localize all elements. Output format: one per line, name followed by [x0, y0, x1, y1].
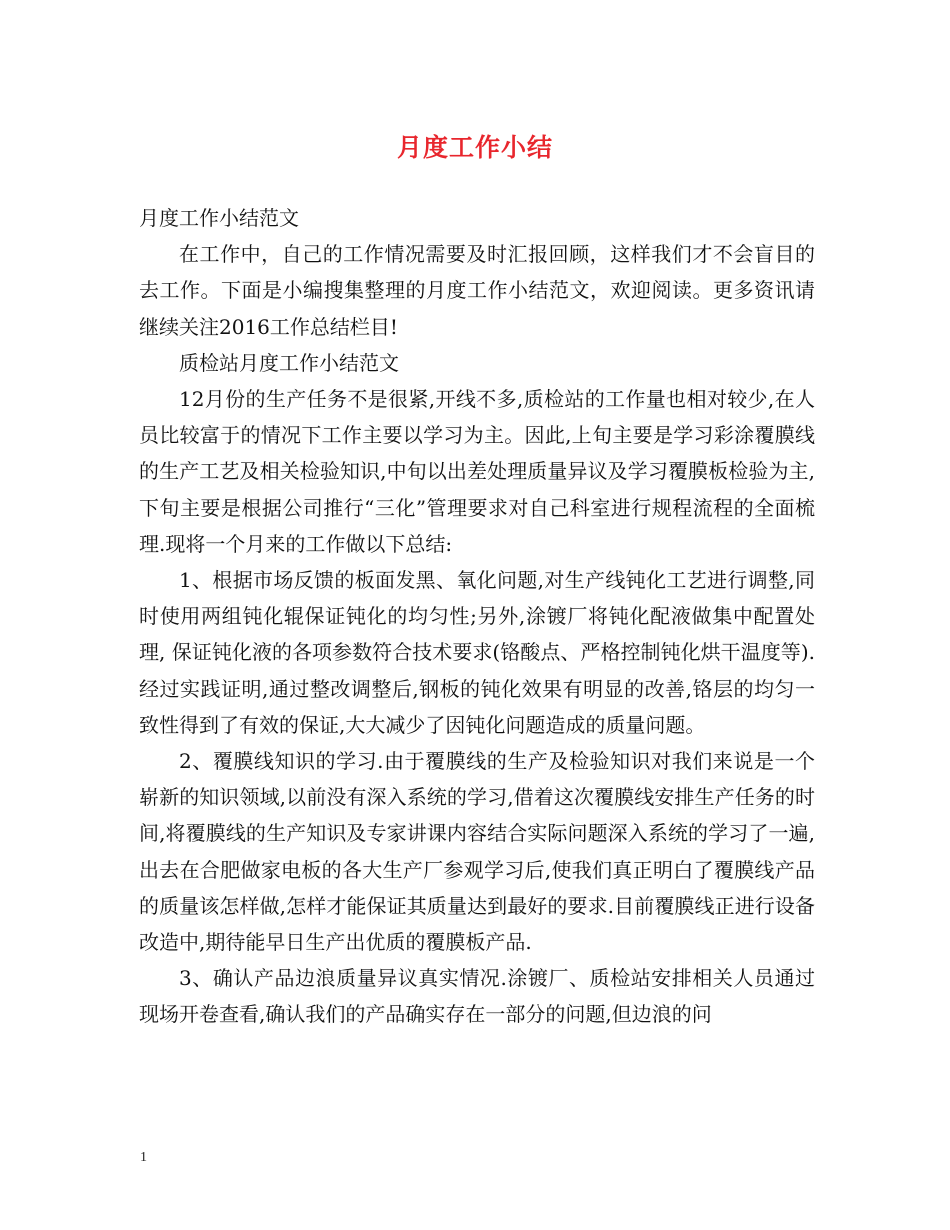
subsection-heading: 质检站月度工作小结范文 [179, 350, 399, 375]
body-paragraph: 1、根据市场反馈的板面发黑、氧化问题,对生产线钝化工艺进行调整,同时使用两组钝化辊保证钝化的均匀性;另外,涂镀厂将钝化配液做集中配置处理, 保证钝化液的各项参数符合技术要求(铬酸点、严格控制钝化烘干温度等).经过实践证明,通过整改调整后,钢板的钝化效果有明显的改善,铬层的均匀一致性得到了有效的保证,大大减少了因钝化问题造成的质量问题。 [139, 568, 815, 737]
document-title: 月度工作小结 [396, 133, 553, 162]
page-number: 1 [140, 1150, 147, 1165]
section-heading: 月度工作小结范文 [139, 206, 299, 230]
document-body [139, 200, 815, 1033]
body-paragraph: 12月份的生产任务不是很紧,开线不多,质检站的工作量也相对较少,在人员比较富于的情况下工作主要以学习为主。因此,上旬主要是学习彩涂覆膜线的生产工艺及相关检验知识,中旬以出差处理质量异议及学习覆膜板检验为主,下旬主要是根据公司推行“三化”管理要求对自己科室进行规程流程的全面梳理.现将一个月来的工作做以下总结: [139, 387, 815, 556]
intro-paragraph: 在工作中，自己的工作情况需要及时汇报回顾，这样我们才不会盲目的去工作。下面是小编搜集整理的月度工作小结范文，欢迎阅读。更多资讯请继续关注2016工作总结栏目! [139, 242, 815, 339]
body-paragraph: 3、确认产品边浪质量异议真实情况.涂镀厂、质检站安排相关人员通过现场开卷查看,确认我们的产品确实存在一部分的问题,但边浪的问 [139, 966, 815, 1027]
body-paragraph: 2、覆膜线知识的学习.由于覆膜线的生产及检验知识对我们来说是一个崭新的知识领域,以前没有深入系统的学习,借着这次覆膜线安排生产任务的时间,将覆膜线的生产知识及专家讲课内容结合实际问题深入系统的学习了一遍,出去在合肥做家电板的各大生产厂参观学习后,使我们真正明白了覆膜线产品的质量该怎样做,怎样才能保证其质量达到最好的要求.目前覆膜线正进行设备改造中,期待能早日生产出优质的覆膜板产品. [139, 749, 815, 955]
